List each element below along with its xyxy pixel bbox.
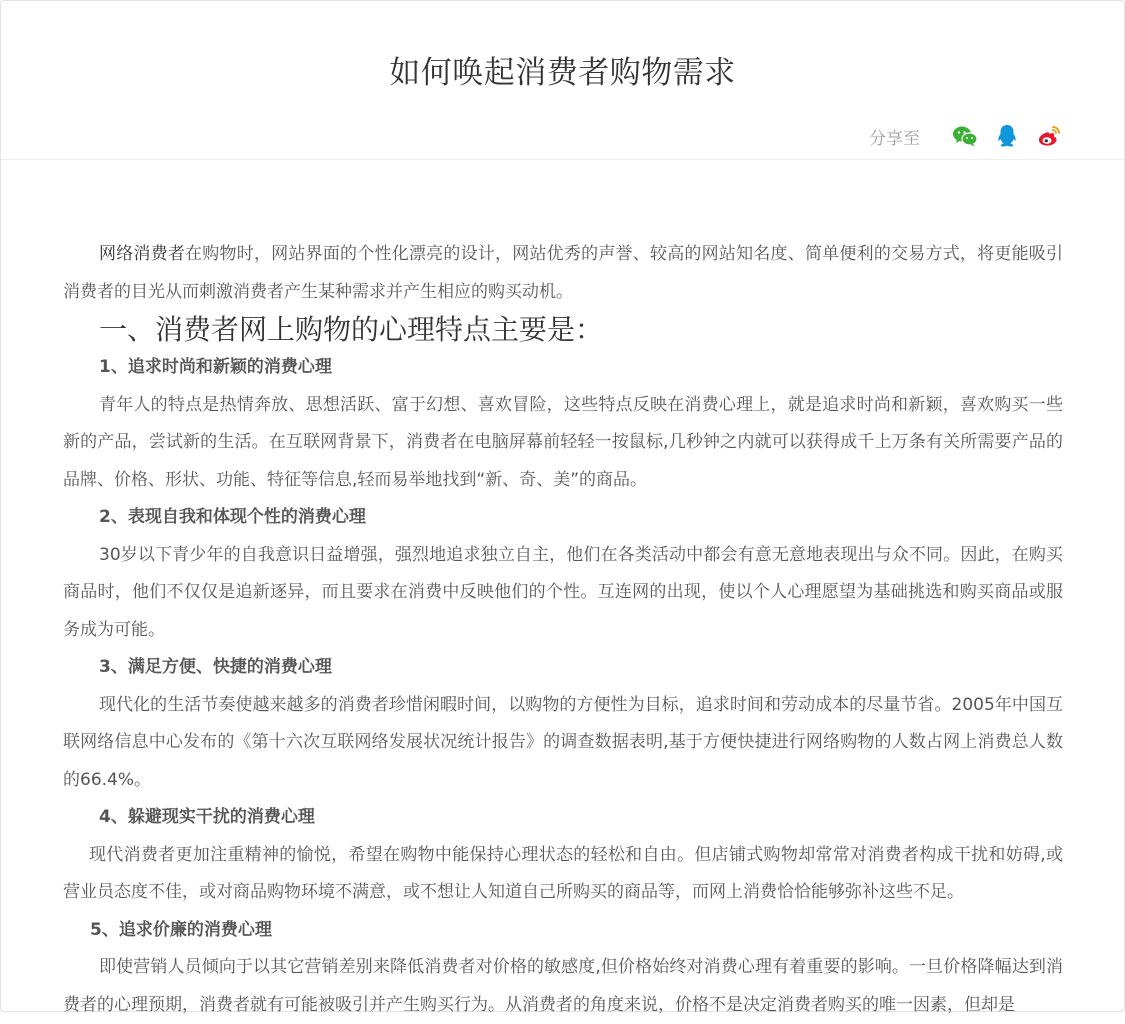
share-label: 分享至: [869, 128, 920, 149]
intro-text: 在购物时，网站界面的个性化漂亮的设计，网站优秀的声誉、较高的网站知名度、简单便利的交易方式，将更能吸引消费者的目光从而刺激消费者产生某种需求并产生相应的购买动机。: [63, 244, 1064, 302]
item-heading: 1、追求时尚和新颖的消费心理: [99, 357, 332, 377]
section-heading: 一、消费者网上购物的心理特点主要是：: [99, 313, 604, 346]
item-heading: 3、满足方便、快捷的消费心理: [99, 657, 332, 677]
item-heading: 2、表现自我和体现个性的消费心理: [99, 507, 366, 527]
item-heading: 4、躲避现实干扰的消费心理: [99, 807, 315, 827]
item-paragraph: 30岁以下青少年的自我意识日益增强，强烈地追求独立自主，他们在各类活动中都会有意无意地表现出与众不同。因此，在购买商品时，他们不仅仅是追新逐异，而且要求在消费中反映他们的个性。互连网的出现，使以个人心理愿望为基础挑选和购买商品或服务成为可能。: [63, 544, 1063, 640]
qq-icon[interactable]: [994, 123, 1020, 149]
page-title: 如何唤起消费者购物需求: [389, 55, 736, 91]
item-heading: 5、追求价廉的消费心理: [90, 919, 272, 940]
item-paragraph: 青年人的特点是热情奔放、思想活跃、富于幻想、喜欢冒险，这些特点反映在消费心理上，就是追求时尚和新颖，喜欢购买一些新的产品，尝试新的生活。在互联网背景下，消费者在电脑屏幕前轻轻一按鼠标,几秒钟之内就可以获得成千上万条有关所需要产品的品牌、价格、形状、功能、特征等信息,轻而易举地找到“新、奇、美”的商品。: [63, 394, 1063, 490]
wechat-icon[interactable]: [952, 123, 978, 149]
article-header: [1, 1, 1124, 160]
item-paragraph: 现代化的生活节奏使越来越多的消费者珍惜闲暇时间，以购物的方便性为目标，追求时间和劳动成本的尽量节省。2005年中国互联网络信息中心发布的《第十六次互联网络发展状况统计报告》的调查数据表明,基于方便快捷进行网络购物的人数占网上消费总人数的66.4%。: [63, 694, 1063, 790]
share-bar: [869, 121, 1062, 151]
article-body: [63, 236, 1063, 1024]
weibo-icon[interactable]: [1036, 123, 1062, 149]
item-paragraph: 即使营销人员倾向于以其它营销差别来降低消费者对价格的敏感度,但价格始终对消费心理有着重要的影响。一旦价格降幅达到消费者的心理预期，消费者就有可能被吸引并产生购买行为。从消费者的角度来说，价格不是决定消费者购买的唯一因素，但却是: [63, 957, 1063, 1015]
intro-paragraph: [63, 236, 1063, 311]
intro-link[interactable]: 网络消费者: [99, 244, 186, 264]
item-paragraph: 现代消费者更加注重精神的愉悦，希望在购物中能保持心理状态的轻松和自由。但店铺式购物却常常对消费者构成干扰和妨碍,或营业员态度不佳，或对商品购物环境不满意，或不想让人知道自己所购买的商品等，而网上消费恰恰能够弥补这些不足。: [63, 844, 1063, 902]
